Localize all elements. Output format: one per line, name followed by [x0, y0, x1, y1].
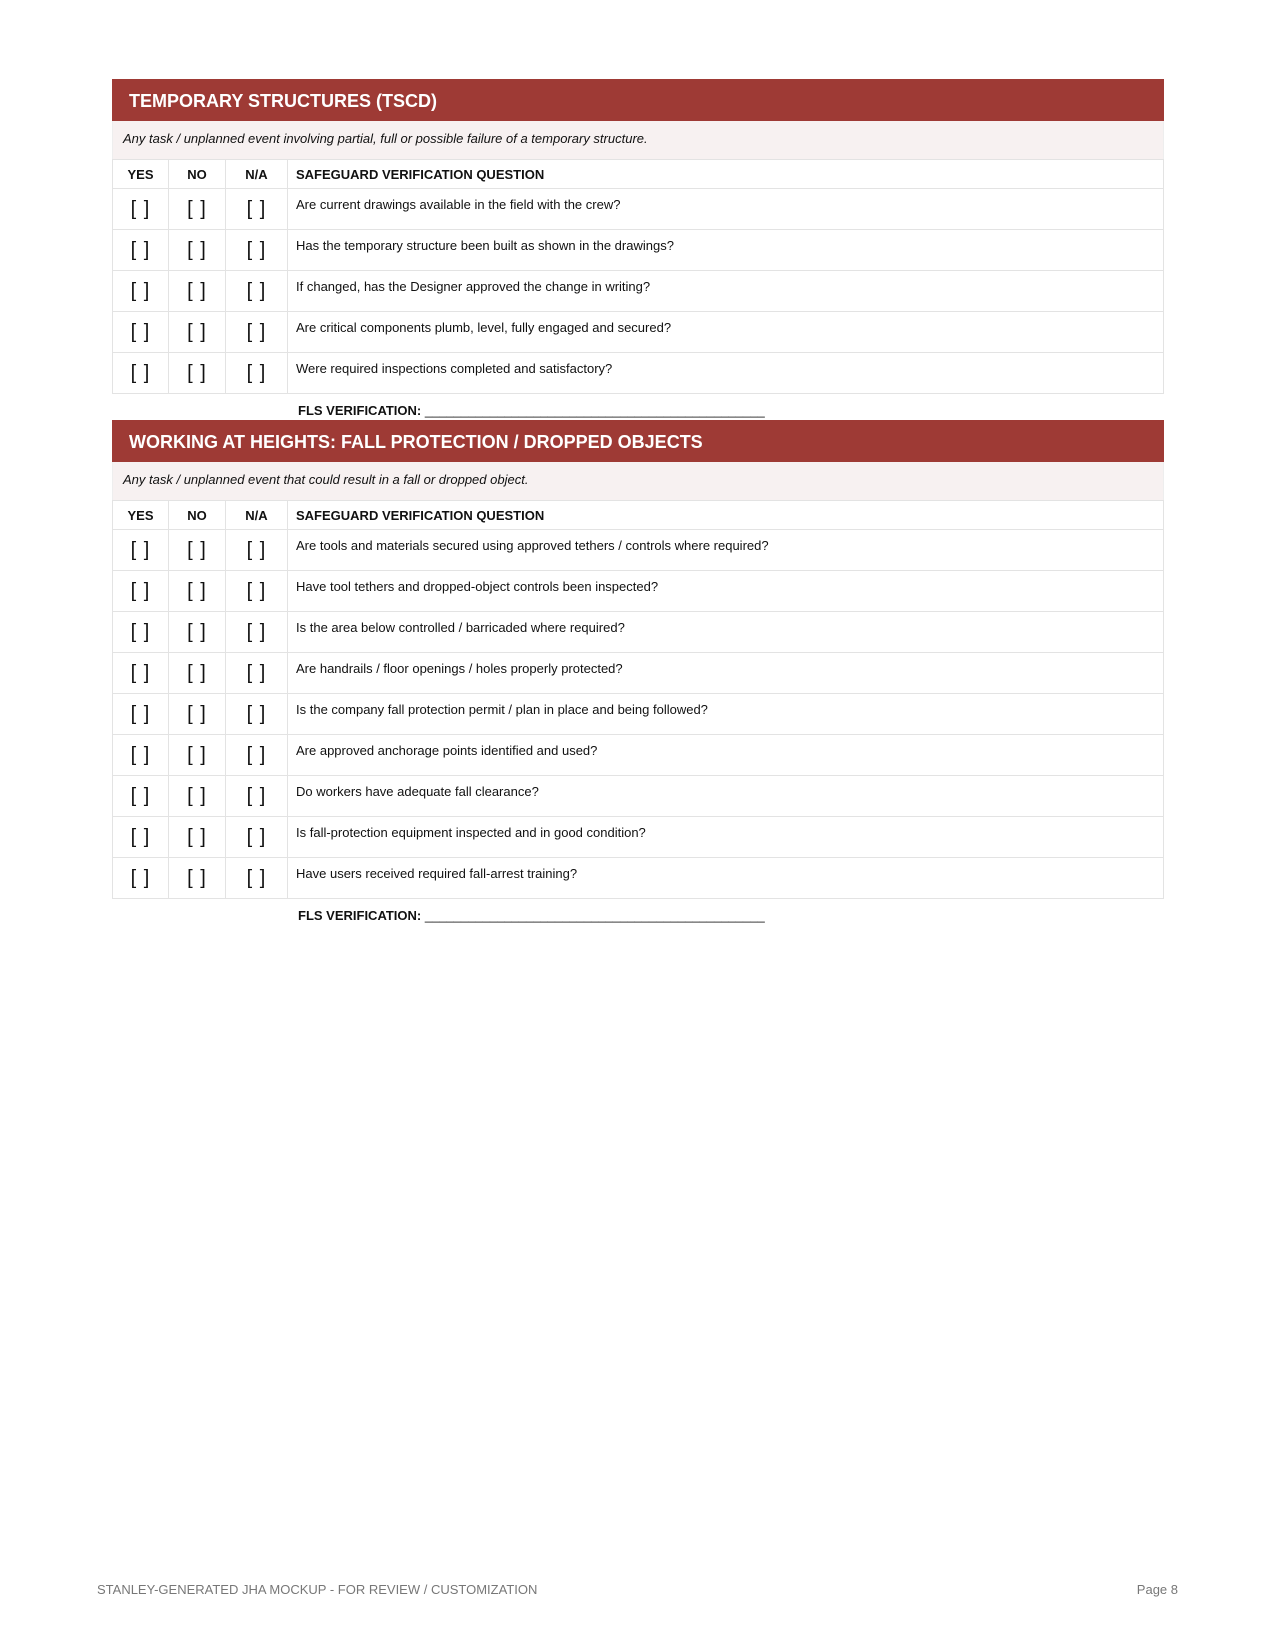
na-checkbox[interactable]: [ ] — [226, 858, 288, 899]
question-text: Are handrails / floor openings / holes properly protected? — [288, 653, 1164, 694]
yes-checkbox[interactable]: [ ] — [113, 817, 169, 858]
na-checkbox[interactable]: [ ] — [226, 612, 288, 653]
fls-signature-line[interactable]: _______________________________________________ — [424, 403, 765, 418]
table-row — [113, 571, 1164, 612]
table-row — [113, 312, 1164, 353]
na-checkbox[interactable]: [ ] — [226, 189, 288, 230]
column-question: SAFEGUARD VERIFICATION QUESTION — [288, 501, 1164, 530]
yes-checkbox[interactable]: [ ] — [113, 653, 169, 694]
section-description: Any task / unplanned event that could result in a fall or dropped object. — [112, 462, 1164, 500]
table-row — [113, 817, 1164, 858]
footer-note: STANLEY-GENERATED JHA MOCKUP - FOR REVIEW / CUSTOMIZATION — [97, 1582, 538, 1597]
na-checkbox[interactable]: [ ] — [226, 271, 288, 312]
question-text: Is the company fall protection permit / plan in place and being followed? — [288, 694, 1164, 735]
section-description: Any task / unplanned event involving partial, full or possible failure of a temporary structure. — [112, 121, 1164, 159]
na-checkbox[interactable]: [ ] — [226, 530, 288, 571]
yes-checkbox[interactable]: [ ] — [113, 230, 169, 271]
column-question: SAFEGUARD VERIFICATION QUESTION — [288, 160, 1164, 189]
table-row — [113, 735, 1164, 776]
yes-checkbox[interactable]: [ ] — [113, 353, 169, 394]
table-row — [113, 230, 1164, 271]
no-checkbox[interactable]: [ ] — [169, 571, 226, 612]
column-na: N/A — [226, 160, 288, 189]
checklist-table — [112, 500, 1164, 899]
column-no: NO — [169, 501, 226, 530]
na-checkbox[interactable]: [ ] — [226, 653, 288, 694]
na-checkbox[interactable]: [ ] — [226, 571, 288, 612]
question-text: Are critical components plumb, level, fully engaged and secured? — [288, 312, 1164, 353]
no-checkbox[interactable]: [ ] — [169, 612, 226, 653]
fls-verification — [298, 403, 1164, 418]
na-checkbox[interactable]: [ ] — [226, 735, 288, 776]
question-text: Is fall-protection equipment inspected and in good condition? — [288, 817, 1164, 858]
yes-checkbox[interactable]: [ ] — [113, 271, 169, 312]
question-text: Has the temporary structure been built as shown in the drawings? — [288, 230, 1164, 271]
column-na: N/A — [226, 501, 288, 530]
fls-verification — [298, 908, 1164, 923]
table-row — [113, 612, 1164, 653]
question-text: Do workers have adequate fall clearance? — [288, 776, 1164, 817]
question-text: Have users received required fall-arrest training? — [288, 858, 1164, 899]
fls-signature-line[interactable]: _______________________________________________ — [424, 908, 765, 923]
no-checkbox[interactable]: [ ] — [169, 776, 226, 817]
no-checkbox[interactable]: [ ] — [169, 817, 226, 858]
table-row — [113, 530, 1164, 571]
no-checkbox[interactable]: [ ] — [169, 271, 226, 312]
yes-checkbox[interactable]: [ ] — [113, 776, 169, 817]
na-checkbox[interactable]: [ ] — [226, 694, 288, 735]
table-row — [113, 189, 1164, 230]
na-checkbox[interactable]: [ ] — [226, 230, 288, 271]
question-text: Are approved anchorage points identified and used? — [288, 735, 1164, 776]
table-row — [113, 653, 1164, 694]
question-text: If changed, has the Designer approved the change in writing? — [288, 271, 1164, 312]
yes-checkbox[interactable]: [ ] — [113, 312, 169, 353]
table-row — [113, 353, 1164, 394]
page-number: Page 8 — [1136, 1582, 1178, 1597]
yes-checkbox[interactable]: [ ] — [113, 858, 169, 899]
yes-checkbox[interactable]: [ ] — [113, 735, 169, 776]
table-row — [113, 776, 1164, 817]
no-checkbox[interactable]: [ ] — [169, 353, 226, 394]
yes-checkbox[interactable]: [ ] — [113, 694, 169, 735]
table-row — [113, 271, 1164, 312]
section-temporary-structures — [112, 79, 1164, 418]
na-checkbox[interactable]: [ ] — [226, 312, 288, 353]
question-text: Are current drawings available in the field with the crew? — [288, 189, 1164, 230]
no-checkbox[interactable]: [ ] — [169, 312, 226, 353]
no-checkbox[interactable]: [ ] — [169, 230, 226, 271]
column-yes: YES — [113, 501, 169, 530]
section-title: TEMPORARY STRUCTURES (TSCD) — [112, 79, 1164, 121]
no-checkbox[interactable]: [ ] — [169, 694, 226, 735]
fls-label: FLS VERIFICATION: — [298, 403, 422, 418]
table-row — [113, 858, 1164, 899]
section-working-at-heights — [112, 420, 1164, 923]
no-checkbox[interactable]: [ ] — [169, 858, 226, 899]
na-checkbox[interactable]: [ ] — [226, 817, 288, 858]
column-yes: YES — [113, 160, 169, 189]
question-text: Have tool tethers and dropped-object controls been inspected? — [288, 571, 1164, 612]
column-no: NO — [169, 160, 226, 189]
table-row — [113, 694, 1164, 735]
yes-checkbox[interactable]: [ ] — [113, 612, 169, 653]
yes-checkbox[interactable]: [ ] — [113, 530, 169, 571]
no-checkbox[interactable]: [ ] — [169, 653, 226, 694]
na-checkbox[interactable]: [ ] — [226, 776, 288, 817]
question-text: Are tools and materials secured using approved tethers / controls where required? — [288, 530, 1164, 571]
checklist-table — [112, 159, 1164, 394]
no-checkbox[interactable]: [ ] — [169, 189, 226, 230]
question-text: Were required inspections completed and satisfactory? — [288, 353, 1164, 394]
na-checkbox[interactable]: [ ] — [226, 353, 288, 394]
no-checkbox[interactable]: [ ] — [169, 735, 226, 776]
no-checkbox[interactable]: [ ] — [169, 530, 226, 571]
fls-label: FLS VERIFICATION: — [298, 908, 422, 923]
question-text: Is the area below controlled / barricaded where required? — [288, 612, 1164, 653]
yes-checkbox[interactable]: [ ] — [113, 189, 169, 230]
section-title: WORKING AT HEIGHTS: FALL PROTECTION / DROPPED OBJECTS — [112, 420, 1164, 462]
yes-checkbox[interactable]: [ ] — [113, 571, 169, 612]
